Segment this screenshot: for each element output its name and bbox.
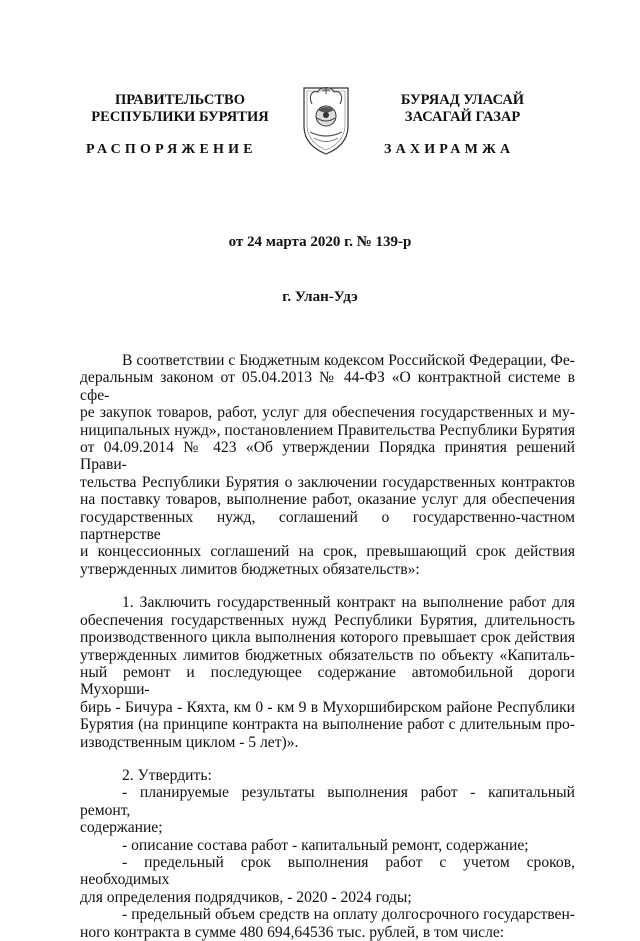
- text-line: ный ремонт и последующее содержание автомобильной дороги Мухорши-: [80, 663, 575, 699]
- text-line: - планируемые результаты выполнения работ - капитальный ремонт,: [80, 784, 575, 819]
- text-line: тельства Республики Бурятия о заключении государственных контрактов: [80, 473, 575, 491]
- text-line: ре закупок товаров, работ, услуг для обеспечения государственных и му-: [80, 404, 575, 422]
- preamble-paragraph: [80, 352, 575, 578]
- text-line: производственного цикла выполнения которого превышает срок действия: [80, 629, 575, 647]
- text-line: содержание;: [80, 819, 163, 837]
- document-date-number: от 24 марта 2020 г. № 139-р: [228, 234, 412, 250]
- issuer-line-2: РЕСПУБЛИКИ БУРЯТИЯ: [91, 109, 269, 125]
- text-line: В соответствии с Бюджетным кодексом Российской Федерации, Фе-: [122, 352, 575, 369]
- issuer-block-buryat: [360, 92, 565, 126]
- text-line: изводственным циклом - 5 лет)».: [80, 733, 299, 751]
- text-line: и концессионных соглашений на срок, превышающий срок действия: [80, 543, 575, 561]
- text-line: 2. Утвердить:: [122, 766, 212, 784]
- text-line: деральным законом от 05.04.2013 № 44-ФЗ «О контрактной системе в сфе-: [80, 369, 575, 404]
- clause-2-paragraph: [80, 767, 575, 941]
- text-line: - предельный объем средств на оплату долгосрочного государствен-: [122, 906, 575, 924]
- text-line: утвержденных лимитов бюджетных обязательств»:: [80, 560, 420, 578]
- text-line: 1. Заключить государственный контракт на выполнение работ для: [122, 594, 575, 612]
- text-line: ного контракта в сумме 480 694,64536 тыс. рублей, в том числе:: [80, 923, 505, 941]
- text-line: обеспечения государственных нужд Республики Бурятия, длительность: [80, 611, 575, 629]
- doc-type-buryat: ЗАХИРАМЖА: [384, 142, 515, 157]
- coat-of-arms-icon: [300, 82, 352, 156]
- text-line: - предельный срок выполнения работ с учетом сроков, необходимых: [80, 853, 575, 889]
- document-city: г. Улан-Удэ: [282, 289, 358, 305]
- issuer-buryat-line-2: ЗАСАГАЙ ГАЗАР: [404, 109, 521, 125]
- doc-type-russian: РАСПОРЯЖЕНИЕ: [86, 142, 257, 157]
- text-line: - описание состава работ - капитальный ремонт, содержание;: [122, 836, 529, 854]
- text-line: утвержденных лимитов бюджетных обязательств по объекту «Капиталь-: [80, 646, 575, 664]
- issuer-line-1: ПРАВИТЕЛЬСТВО: [115, 92, 245, 108]
- issuer-buryat-line-1: БУРЯАД УЛАСАЙ: [400, 92, 525, 108]
- clause-1-paragraph: [80, 594, 575, 751]
- text-line: государственных нужд, соглашений о государственно-частном партнерстве: [80, 508, 575, 544]
- issuer-block-russian: [70, 92, 290, 126]
- text-line: на поставку товаров, выполнение работ, оказание услуг для обеспечения: [80, 491, 575, 509]
- text-line: от 04.09.2014 № 423 «Об утверждении Порядка принятия решений Прави-: [80, 439, 575, 474]
- document-body: [80, 352, 575, 941]
- text-line: для определения подрядчиков, - 2020 - 2024 годы;: [80, 888, 412, 906]
- text-line: ниципальных нужд», постановлением Правительства Республики Бурятия: [80, 421, 576, 439]
- text-line: бирь - Бичура - Кяхта, км 0 - км 9 в Мухоршибирском районе Республики: [80, 698, 575, 716]
- text-line: Бурятия (на принципе контракта на выполнение работ с длительным про-: [80, 716, 575, 734]
